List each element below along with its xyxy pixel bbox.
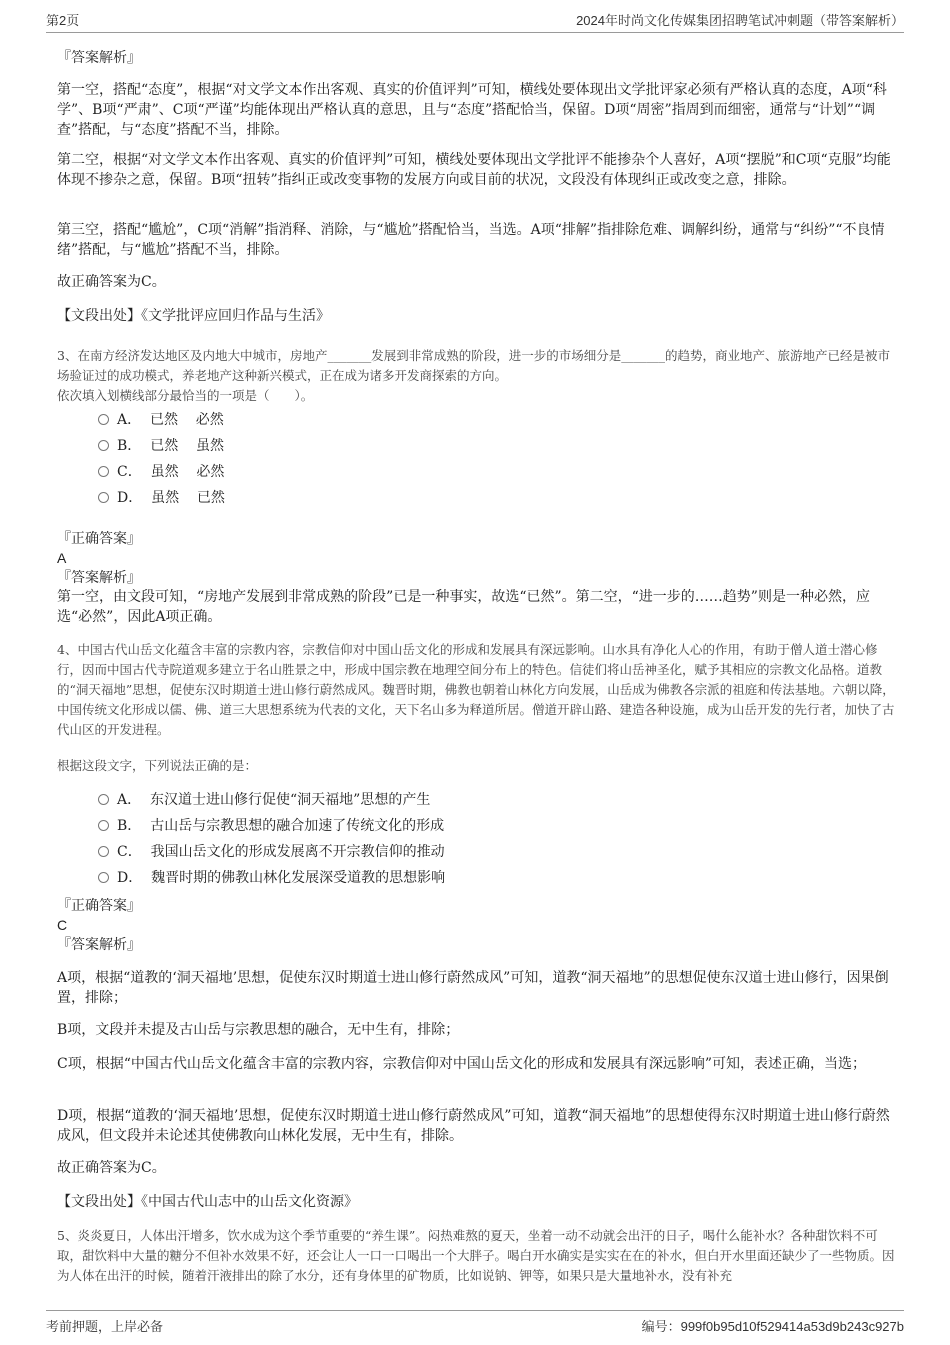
radio-icon[interactable]	[98, 414, 109, 425]
question-4-source: 【文段出处】《中国古代山志中的山岳文化资源》	[57, 1194, 358, 1210]
question-3-answer: A	[57, 550, 67, 566]
radio-icon[interactable]	[98, 820, 109, 831]
question-4-option-d[interactable]: D． 魏晋时期的佛教山林化发展深受道教的思想影响	[98, 868, 445, 888]
question-4-analysis-b: B项，文段并未提及古山岳与宗教思想的融合，无中生有，排除；	[57, 1022, 460, 1038]
radio-icon[interactable]	[98, 872, 109, 883]
question-4-answer: C	[57, 917, 68, 933]
analysis-paragraph-2: 第二空，根据“对文学文本作出客观、真实的价值评判”可知，横线处要体现出文学批评不能掺杂个人喜好，A项“摆脱”和C项“克服”均能体现不掺杂之意，保留。B项“扭转”指纠正或改变事物的发展方向或目前的状况，文段没有体现纠正或改变之意，排除。	[57, 152, 891, 188]
radio-icon[interactable]	[98, 492, 109, 503]
analysis-paragraph-3: 第三空，搭配“尴尬”，C项“消解”指消释、消除，与“尴尬”搭配恰当，当选。A项“排解”指排除危难、调解纠纷，通常与“纠纷”“不良情绪”搭配，与“尴尬”搭配不当，排除。	[57, 222, 885, 258]
page-footer	[46, 1310, 904, 1335]
page-number: 第2页	[46, 13, 80, 28]
analysis-paragraph-1: 第一空，搭配“态度”，根据“对文学文本作出客观、真实的价值评判”可知，横线处要体现出文学批评家必须有严格认真的态度，A项“科学”、B项“严肃”、C项“严谨”均能体现出严格认真的意思，且与“态度”搭配恰当，保留。D项“周密”指周到而细密，通常与“计划”“调查”搭配，与“态度”搭配不当，排除。	[57, 82, 887, 138]
question-3-option-c[interactable]: C． 虽然 必然	[98, 462, 224, 482]
question-4-prompt: 根据这段文字，下列说法正确的是：	[57, 758, 258, 773]
page-header	[46, 8, 904, 33]
question-4-analysis-c: C项，根据“中国古代山岳文化蕴含丰富的宗教内容，宗教信仰对中国山岳文化的形成和发展具有深远影响”可知，表述正确，当选；	[57, 1056, 867, 1072]
question-4-analysis-heading: 『答案解析』	[57, 937, 141, 953]
document-title: 2024年时尚文化传媒集团招聘笔试冲刺题（带答案解析）	[576, 13, 904, 28]
question-3-option-b[interactable]: B． 已然 虽然	[98, 436, 224, 456]
question-4-option-c[interactable]: C． 我国山岳文化的形成发展离不开宗教信仰的推动	[98, 842, 445, 862]
passage-source: 【文段出处】《文学批评应回归作品与生活》	[57, 308, 330, 324]
question-5-stem: 5、炎炎夏日，人体出汗增多，饮水成为这个季节重要的“养生课”。闷热难熬的夏天，坐着一动不动就会出汗的日子，喝什么能补水？各种甜饮料不可取，甜饮料中大量的糖分不但补水效果不好，还会让人一口一口喝出一个大胖子。喝白开水确实是实实在在的补水，但白开水里面还缺少了一些物质。因为人体在出汗的时候，随着汗液排出的除了水分，还有身体里的矿物质，比如说钠、钾等，如果只是大量地补水，没有补充	[57, 1228, 895, 1283]
question-4-analysis-a: A项，根据“道教的‘洞天福地’思想，促使东汉时期道士进山修行蔚然成风”可知，道教“洞天福地”的思想促使东汉道士进山修行，因果倒置，排除；	[57, 970, 889, 1006]
analysis-heading: 『答案解析』	[57, 50, 141, 66]
question-4-option-b[interactable]: B． 古山岳与宗教思想的融合加速了传统文化的形成	[98, 816, 444, 836]
footer-slogan: 考前押题，上岸必备	[46, 1319, 164, 1334]
analysis-conclusion: 故正确答案为C。	[57, 274, 166, 290]
question-3-option-a[interactable]: A． 已然 必然	[98, 410, 224, 430]
question-3-option-d[interactable]: D． 虽然 已然	[98, 488, 225, 508]
question-3-answer-heading: 『正确答案』	[57, 531, 141, 547]
question-3-stem: 3、在南方经济发达地区及内地大中城市，房地产_______发展到非常成熟的阶段，进一步的市场细分是_______的趋势，商业地产、旅游地产已经是被市场验证过的成功模式，养老地产这种新兴模式，正在成为诸多开发商探索的方向。	[57, 348, 890, 383]
radio-icon[interactable]	[98, 846, 109, 857]
radio-icon[interactable]	[98, 440, 109, 451]
question-4-stem: 4、中国古代山岳文化蕴含丰富的宗教内容，宗教信仰对中国山岳文化的形成和发展具有深远影响。山水具有净化人心的作用，有助于僧人道士潜心修行，因而中国古代寺院道观多建立于名山胜景之中，形成中国宗教在地理空间分布上的特色。信徒们将山岳神圣化，赋予其相应的宗教文化品格。道教的“洞天福地”思想，促使东汉时期道士进山修行蔚然成风。魏晋时期，佛教也朝着山林化方向发展，山岳成为佛教各宗派的祖庭和传法基地。六朝以降，中国传统文化形成以儒、佛、道三大思想系统为代表的文化，天下名山多为释道所居。僧道开辟山路、建造各种设施，成为山岳开发的先行者，加快了古代山区的开发进程。	[57, 642, 895, 737]
radio-icon[interactable]	[98, 794, 109, 805]
question-4-analysis-d: D项，根据“道教的‘洞天福地’思想，促使东汉时期道士进山修行蔚然成风”可知，道教“洞天福地”的思想使得东汉时期道士进山修行蔚然成风，但文段并未论述其使佛教向山林化发展，无中生有，排除。	[57, 1108, 890, 1144]
radio-icon[interactable]	[98, 466, 109, 477]
question-3-analysis-heading: 『答案解析』	[57, 570, 141, 586]
question-3-prompt: 依次填入划横线部分最恰当的一项是（ ）。	[57, 388, 314, 403]
question-4-conclusion: 故正确答案为C。	[57, 1160, 166, 1176]
document-id: 编号：999f0b95d10f529414a53d9b243c927b	[641, 1319, 904, 1334]
question-3-analysis: 第一空，由文段可知，“房地产发展到非常成熟的阶段”已是一种事实，故选“已然”。第二空，“进一步的……趋势”则是一种必然，应选“必然”，因此A项正确。	[57, 589, 870, 625]
question-4-answer-heading: 『正确答案』	[57, 898, 141, 914]
question-4-option-a[interactable]: A． 东汉道士进山修行促使“洞天福地”思想的产生	[98, 790, 430, 810]
